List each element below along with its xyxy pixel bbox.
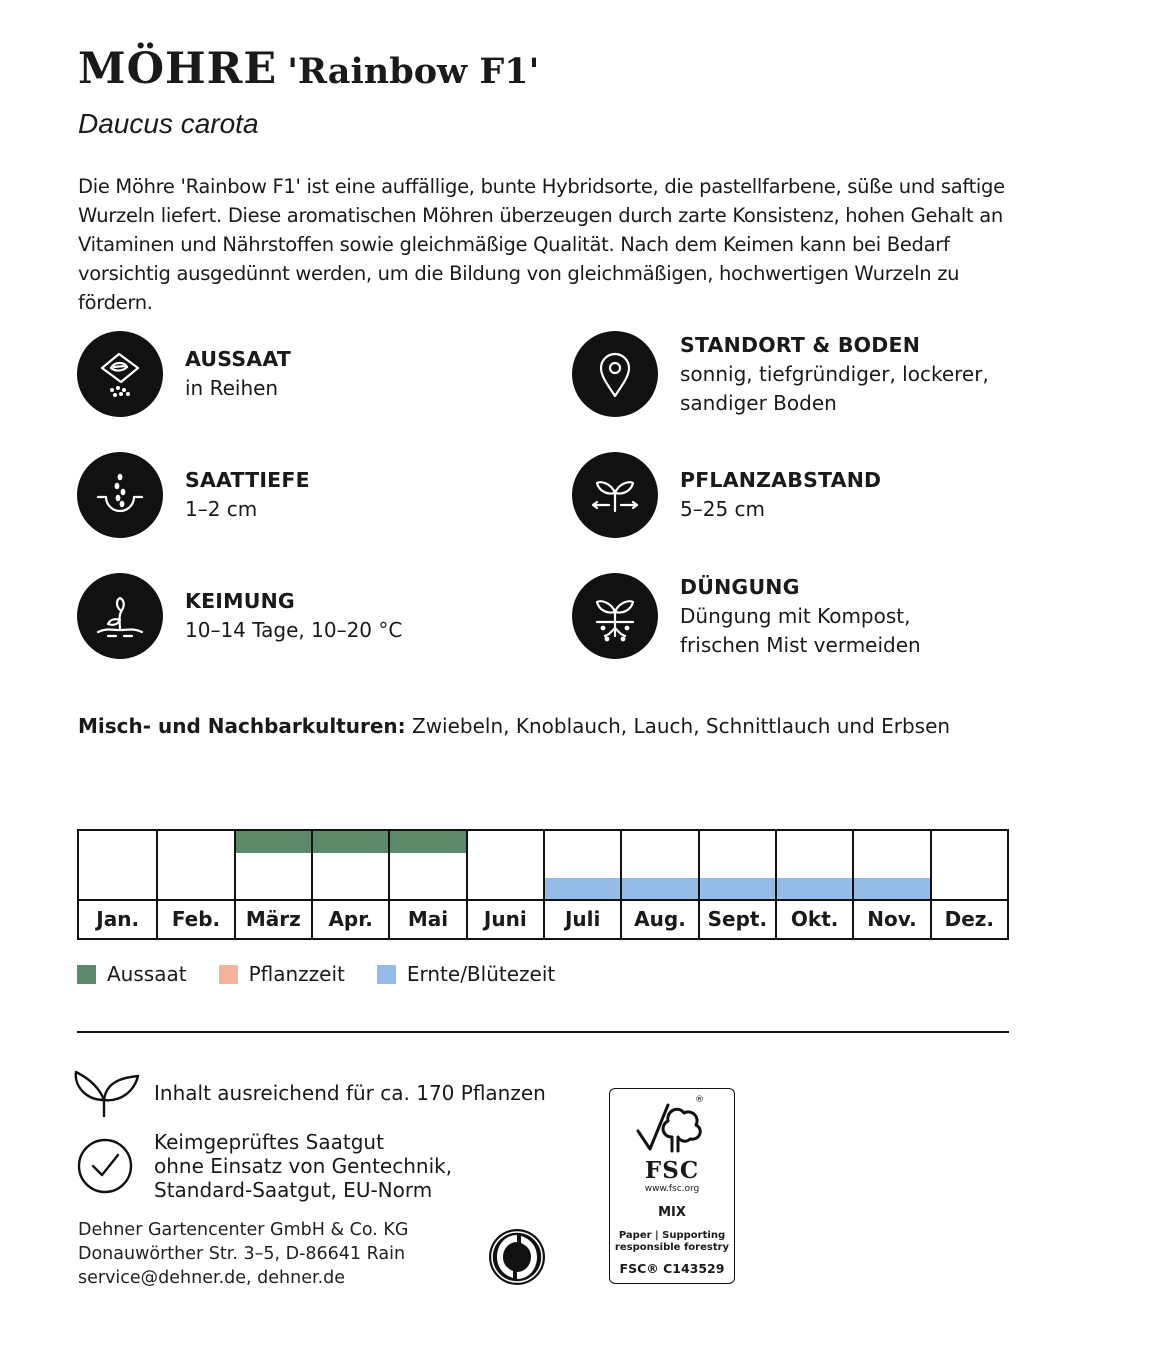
calendar-month-cell [852, 831, 929, 938]
fsc-tree-icon [634, 1097, 710, 1159]
recycling-green-dot-icon [487, 1227, 547, 1291]
seed-note-line: Keimgeprüftes Saatgut [154, 1130, 384, 1154]
plants-icon [72, 1064, 142, 1124]
month-label: Aug. [622, 899, 697, 938]
plant-spacing-icon [572, 452, 658, 538]
location-pin-icon [572, 331, 658, 417]
month-label: Jan. [79, 899, 156, 938]
month-label: Apr. [313, 899, 388, 938]
feature-heading: STANDORT & BODEN [680, 333, 921, 357]
title-main: MÖHRE [78, 44, 278, 94]
feature-value-2: frischen Mist vermeiden [680, 633, 921, 657]
feature-standort [572, 331, 1042, 421]
month-label: Mai [390, 899, 465, 938]
fsc-url: www.fsc.org [644, 1184, 700, 1194]
feature-value: sonnig, tiefgründiger, lockerer, [680, 362, 989, 386]
month-label: Juli [545, 899, 620, 938]
fsc-code: FSC® C143529 [619, 1261, 725, 1276]
harvest-bar [622, 878, 697, 899]
calendar-month-cell [620, 831, 697, 938]
feature-value-2: sandiger Boden [680, 391, 837, 415]
seed-note-line: Standard-Saatgut, EU-Norm [154, 1178, 433, 1202]
feature-value: 1–2 cm [185, 497, 258, 521]
month-label: Juni [468, 899, 543, 938]
seed-packet-icon [77, 331, 163, 417]
company-address [78, 1218, 408, 1290]
sowing-bar [236, 831, 311, 853]
month-label: Dez. [932, 899, 1007, 938]
legend-item-planting [219, 962, 345, 986]
feature-heading: DÜNGUNG [680, 575, 800, 599]
fsc-type: MIX [658, 1205, 686, 1220]
fsc-brand: FSC [644, 1157, 700, 1184]
legend-swatch [219, 965, 238, 984]
calendar-month-cell [466, 831, 543, 938]
legend-label: Pflanzzeit [248, 962, 345, 986]
harvest-bar [854, 878, 929, 899]
legend-label: Ernte/Blütezeit [406, 962, 556, 986]
seed-quality-note [154, 1130, 452, 1202]
calendar-legend [77, 962, 587, 986]
sowing-bar [313, 831, 388, 853]
latin-name: Daucus carota [78, 108, 259, 139]
harvest-bar [545, 878, 620, 899]
feature-heading: KEIMUNG [185, 589, 295, 613]
calendar-month-cell [543, 831, 620, 938]
feature-value: 10–14 Tage, 10–20 °C [185, 618, 403, 642]
sowing-bar [390, 831, 465, 853]
feature-aussaat [77, 331, 547, 421]
calendar-month-cell [388, 831, 465, 938]
legend-item-sowing [77, 962, 187, 986]
harvest-bar [777, 878, 852, 899]
content-note: Inhalt ausreichend für ca. 170 Pflanzen [154, 1081, 546, 1105]
fsc-label [609, 1088, 735, 1284]
feature-duengung [572, 573, 1042, 663]
feature-pflanzabstand [572, 452, 1042, 542]
feature-keimung [77, 573, 547, 663]
feature-heading: AUSSAAT [185, 347, 292, 371]
companion-value: Zwiebeln, Knoblauch, Lauch, Schnittlauch und Erbsen [412, 714, 951, 738]
calendar-month-cell [79, 831, 156, 938]
feature-value: in Reihen [185, 376, 279, 400]
month-label: Sept. [700, 899, 775, 938]
calendar-month-cell [311, 831, 388, 938]
feature-heading: SAATTIEFE [185, 468, 310, 492]
companion-label: Misch- und Nachbarkulturen: [78, 714, 406, 738]
feature-heading: PFLANZABSTAND [680, 468, 882, 492]
sprout-icon [77, 573, 163, 659]
seed-note-line: ohne Einsatz von Gentechnik, [154, 1154, 453, 1178]
fsc-registered-mark: ® [695, 1095, 704, 1105]
check-circle-icon [76, 1137, 134, 1199]
sowing-calendar [77, 829, 1009, 940]
fsc-desc-line: Paper | Supporting [618, 1230, 726, 1241]
feature-value: 5–25 cm [680, 497, 766, 521]
fsc-desc-line: responsible forestry [614, 1242, 730, 1253]
legend-label: Aussaat [107, 962, 187, 986]
company-line: Dehner Gartencenter GmbH & Co. KG [78, 1220, 409, 1240]
product-title [78, 44, 540, 94]
month-label: Okt. [777, 899, 852, 938]
fsc-description [610, 1230, 734, 1254]
companion-plants [78, 714, 950, 738]
feature-value: Düngung mit Kompost, [680, 604, 911, 628]
month-label: März [236, 899, 311, 938]
company-line: Donauwörther Str. 3–5, D-86641 Rain [78, 1244, 406, 1264]
legend-swatch [377, 965, 396, 984]
calendar-month-cell [234, 831, 311, 938]
feature-saattiefe [77, 452, 547, 542]
legend-swatch [77, 965, 96, 984]
fertilizer-roots-icon [572, 573, 658, 659]
legend-item-harvest [377, 962, 555, 986]
calendar-month-cell [698, 831, 775, 938]
harvest-bar [700, 878, 775, 899]
calendar-month-cell [775, 831, 852, 938]
month-label: Nov. [854, 899, 929, 938]
title-variety: 'Rainbow F1' [287, 51, 540, 92]
month-label: Feb. [158, 899, 233, 938]
company-line: service@dehner.de, dehner.de [78, 1268, 346, 1288]
divider [77, 1031, 1009, 1033]
calendar-month-cell [156, 831, 233, 938]
calendar-month-cell [930, 831, 1007, 938]
product-description: Die Möhre 'Rainbow F1' ist eine auffällige, bunte Hybridsorte, die pastellfarbene, süße und saftige Wurzeln liefert. Diese aromatischen Möhren überzeugen durch zarte Konsistenz, hohen Gehalt an Vitaminen und Nährstoffen sowie gleichmäßige Qualität. Nach dem Keimen kann bei Bedarf vorsichtig ausgedünnt werden, um die Bildung von gleichmäßigen, hochwertigen Wurzeln zu fördern. [78, 175, 1005, 314]
seed-depth-icon [77, 452, 163, 538]
